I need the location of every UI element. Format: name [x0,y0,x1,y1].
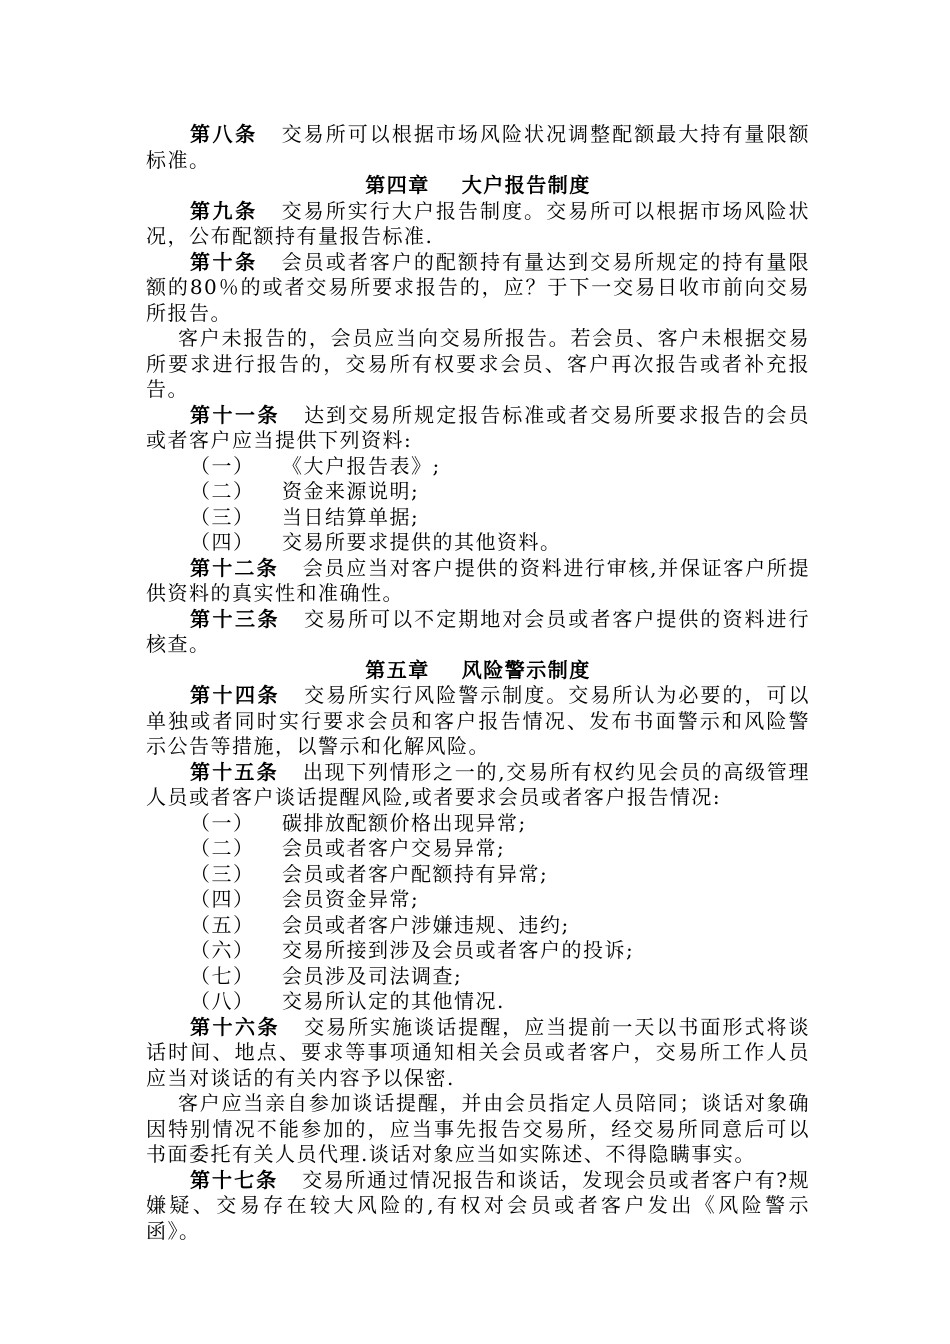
article-number: 第十五条 [190,759,279,784]
article-text: 交易所可以根据市场风险状况调整配额最大持有量限额标准。 [146,122,811,172]
article-10 [146,250,810,327]
chapter-title: 大户报告制度 [461,173,591,197]
item-text: 会员资金异常; [282,887,420,911]
document-page [146,122,810,1244]
article-14 [146,683,810,760]
article-number: 第十三条 [190,606,281,631]
item-text: 会员涉及司法调查; [282,963,463,988]
item-text: 会员或者客户涉嫌违规、违约; [282,912,570,937]
article-number: 第十七条 [190,1167,279,1192]
article-15 [146,760,810,811]
article-number: 第十六条 [190,1014,281,1039]
article-number: 第十一条 [190,402,281,427]
list-item [146,479,810,505]
article-17 [146,1168,810,1245]
item-text: 交易所接到涉及会员或者客户的投诉; [282,938,635,962]
list-item [146,862,810,888]
article-text: 交易所实行大户报告制度。交易所可以根据市场风险状况，公布配额持有量报告标准. [146,198,811,248]
chapter-5-heading [146,658,810,684]
item-number: （四） [190,887,255,911]
article-number: 第九条 [190,198,258,223]
article-12 [146,556,810,607]
item-text: 会员或者客户配额持有异常; [282,861,549,886]
article-number: 第十二条 [190,555,279,580]
list-item [146,989,810,1015]
chapter-number: 第五章 [365,657,430,682]
article-text: 达到交易所规定报告标准或者交易所要求报告的会员或者客户应当提供下列资料: [146,402,811,452]
item-text: 当日结算单据; [282,504,420,529]
article-text: 出现下列情形之一的,交易所有权约见会员的高级管理人员或者客户谈话提醒风险,或者要求会员或者客户报告情况: [146,759,811,809]
chapter-4-heading [146,173,810,199]
article-text: 交易所通过情况报告和谈话，发现会员或者客户有?规嫌疑、交易存在较大风险的,有权对会员或者客户发出《风险警示函》。 [146,1167,810,1243]
article-number: 第八条 [190,122,258,146]
article-number: 第十条 [190,249,258,274]
article-13 [146,607,810,658]
item-number: （一） [190,810,255,835]
list-item [146,964,810,990]
item-number: （五） [190,912,255,937]
paragraph: 客户未报告的，会员应当向交易所报告。若会员、客户未根据交易所要求进行报告的，交易所有权要求会员、客户再次报告或者补充报告。 [146,326,810,401]
item-number: （三） [190,861,255,886]
article-text: 会员或者客户的配额持有量达到交易所规定的持有量限额的80％的或者交易所要求报告的，应？于下一交易日收市前向交易所报告。 [146,249,811,325]
article-text: 交易所可以不定期地对会员或者客户提供的资料进行核查。 [146,606,811,656]
list-item [146,887,810,913]
article-text: 交易所实施谈话提醒，应当提前一天以书面形式将谈话时间、地点、要求等事项通知相关会员或者客户，交易所工作人员应当对谈话的有关内容予以保密. [146,1014,811,1090]
item-number: （七） [190,963,255,988]
item-text: 资金来源说明; [282,479,420,503]
item-text: 《大户报告表》; [282,453,441,478]
list-item [146,454,810,480]
article-text: 会员应当对客户提供的资料进行审核,并保证客户所提供资料的真实性和准确性。 [146,555,811,605]
item-number: （一） [190,453,255,478]
item-text: 交易所认定的其他情况. [282,989,505,1013]
item-text: 交易所要求提供的其他资料。 [282,530,562,554]
list-item [146,836,810,862]
item-number: （三） [190,504,255,529]
item-number: （八） [190,989,255,1013]
article-16 [146,1015,810,1092]
item-text: 碳排放配额价格出现异常; [282,810,527,835]
paragraph: 客户应当亲自参加谈话提醒，并由会员指定人员陪同；谈话对象确因特别情况不能参加的，应当事先报告交易所，经交易所同意后可以书面委托有关人员代理.谈话对象应当如实陈述、不得隐瞒事实。 [146,1091,810,1166]
list-item [146,505,810,531]
item-number: （二） [190,836,255,860]
list-item [146,530,810,556]
item-number: （六） [190,938,255,962]
article-text: 交易所实行风险警示制度。交易所认为必要的，可以单独或者同时实行要求会员和客户报告情况、发布书面警示和风险警示公告等措施，以警示和化解风险。 [146,683,811,758]
item-number: （四） [190,530,255,554]
article-number: 第十四条 [190,683,281,707]
list-item [146,913,810,939]
item-text: 会员或者客户交易异常; [282,836,506,860]
article-11 [146,403,810,454]
list-item [146,811,810,837]
chapter-title: 风险警示制度 [461,657,591,682]
article-9 [146,199,810,250]
item-number: （二） [190,479,255,503]
list-item [146,938,810,964]
chapter-number: 第四章 [365,173,430,197]
article-8 [146,122,810,173]
